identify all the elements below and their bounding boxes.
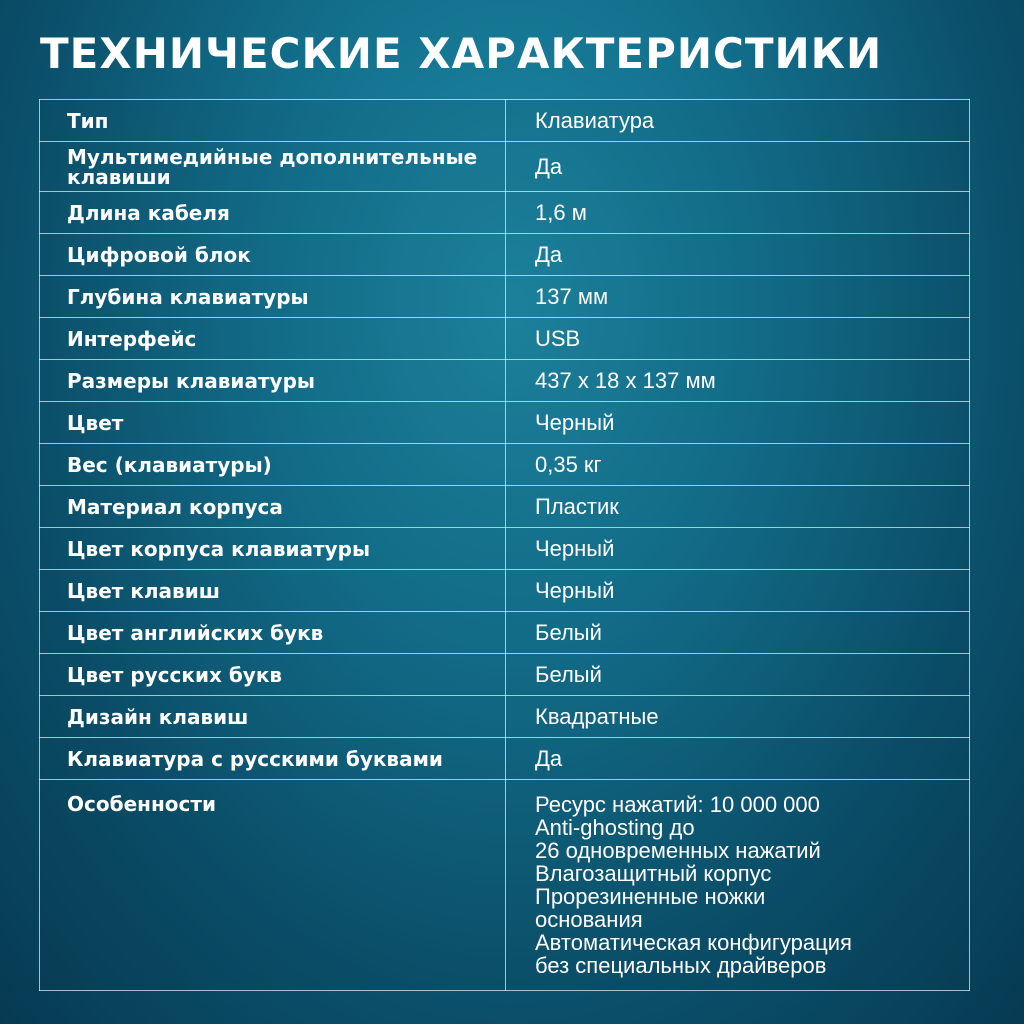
feature-line: без специальных драйверов bbox=[535, 953, 827, 978]
table-row bbox=[40, 528, 970, 570]
spec-table bbox=[39, 99, 970, 991]
table-row bbox=[40, 696, 970, 738]
table-row bbox=[40, 738, 970, 780]
table-row bbox=[40, 570, 970, 612]
table-row bbox=[40, 142, 970, 192]
feature-line: основания bbox=[535, 907, 643, 932]
spec-name: Тип bbox=[40, 100, 506, 142]
spec-name: Глубина клавиатуры bbox=[40, 276, 506, 318]
spec-name: Размеры клавиатуры bbox=[40, 360, 506, 402]
spec-value: Белый bbox=[506, 612, 970, 654]
table-row bbox=[40, 360, 970, 402]
spec-value: 137 мм bbox=[506, 276, 970, 318]
table-row bbox=[40, 486, 970, 528]
feature-line: Автоматическая конфигурация bbox=[535, 930, 852, 955]
spec-name: Материал корпуса bbox=[40, 486, 506, 528]
spec-name: Цвет английских букв bbox=[40, 612, 506, 654]
spec-value: Черный bbox=[506, 402, 970, 444]
table-row bbox=[40, 276, 970, 318]
spec-value: Белый bbox=[506, 654, 970, 696]
feature-line: Ресурс нажатий: 10 000 000 bbox=[535, 792, 820, 817]
spec-name: Цвет корпуса клавиатуры bbox=[40, 528, 506, 570]
spec-name: Цвет клавиш bbox=[40, 570, 506, 612]
table-row bbox=[40, 612, 970, 654]
feature-line: Влагозащитный корпус bbox=[535, 861, 772, 886]
table-row bbox=[40, 100, 970, 142]
spec-name: Интерфейс bbox=[40, 318, 506, 360]
spec-value: Да bbox=[506, 234, 970, 276]
feature-line: 26 одновременных нажатий bbox=[535, 838, 821, 863]
spec-name: Особенности bbox=[40, 780, 506, 991]
table-row bbox=[40, 444, 970, 486]
table-row bbox=[40, 654, 970, 696]
spec-name: Длина кабеля bbox=[40, 192, 506, 234]
spec-value: 437 х 18 х 137 мм bbox=[506, 360, 970, 402]
table-row bbox=[40, 318, 970, 360]
spec-name: Цвет русских букв bbox=[40, 654, 506, 696]
spec-name: Цифровой блок bbox=[40, 234, 506, 276]
spec-name: Цвет bbox=[40, 402, 506, 444]
spec-value: 0,35 кг bbox=[506, 444, 970, 486]
feature-line: Прорезиненные ножки bbox=[535, 884, 766, 909]
spec-value: 1,6 м bbox=[506, 192, 970, 234]
spec-value: Черный bbox=[506, 528, 970, 570]
spec-value: Клавиатура bbox=[506, 100, 970, 142]
spec-value: Черный bbox=[506, 570, 970, 612]
table-row-features bbox=[40, 780, 970, 991]
spec-value: Пластик bbox=[506, 486, 970, 528]
spec-name: Клавиатура с русскими буквами bbox=[40, 738, 506, 780]
page-title: ТЕХНИЧЕСКИЕ ХАРАКТЕРИСТИКИ bbox=[40, 29, 883, 78]
table-row bbox=[40, 234, 970, 276]
spec-name: Вес (клавиатуры) bbox=[40, 444, 506, 486]
features-value bbox=[506, 780, 970, 991]
spec-value: USB bbox=[506, 318, 970, 360]
spec-value: Да bbox=[506, 738, 970, 780]
table-row bbox=[40, 192, 970, 234]
feature-line: Anti-ghosting до bbox=[535, 815, 695, 840]
table-row bbox=[40, 402, 970, 444]
spec-name: Дизайн клавиш bbox=[40, 696, 506, 738]
spec-name: Мультимедийные дополнительные клавиши bbox=[40, 142, 506, 192]
spec-value: Квадратные bbox=[506, 696, 970, 738]
spec-value: Да bbox=[506, 142, 970, 192]
